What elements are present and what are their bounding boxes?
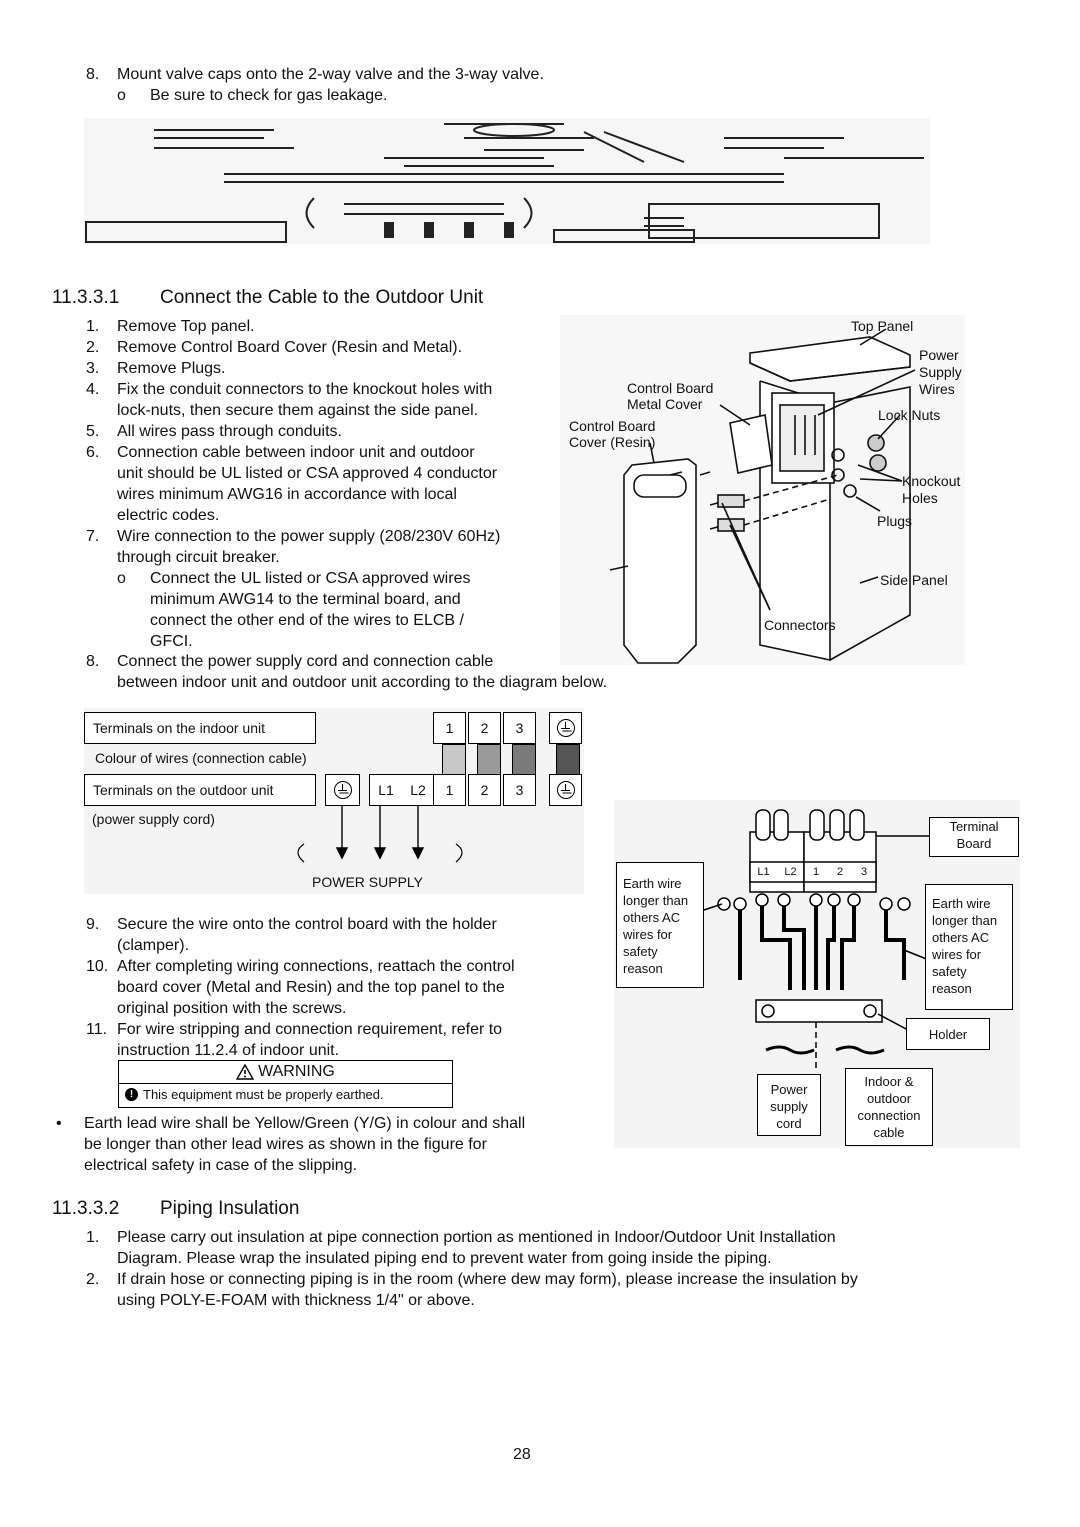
- page-number: 28: [513, 1446, 531, 1463]
- cable-line: outdoor: [866, 1091, 912, 1106]
- earth-left-line: safety: [623, 944, 658, 959]
- power-cord-label: (power supply cord): [92, 811, 215, 827]
- list-item-text: Wire connection to the power supply (208/230V 60Hz): [117, 528, 501, 545]
- indoor-earth-terminal: [549, 712, 582, 744]
- board-label-l1: L1: [757, 866, 770, 878]
- earth-right-line: others AC: [932, 930, 990, 945]
- earth-note-line: Earth lead wire shall be Yellow/Green (Y/G) in colour and shall: [84, 1115, 526, 1132]
- cable-line: connection: [857, 1108, 921, 1123]
- wire-colour-1: [442, 744, 466, 776]
- outdoor-terminal-2: 2: [468, 774, 501, 806]
- indoor-terminal-3: 3: [503, 712, 536, 744]
- cable-line: Indoor &: [864, 1074, 914, 1089]
- list-item-text: Connection cable between indoor unit and outdoor: [117, 444, 475, 461]
- list-item-number: 2.: [86, 1271, 100, 1288]
- list-item-text: between indoor unit and outdoor unit according to the diagram below.: [117, 674, 608, 691]
- board-label-3: 3: [860, 866, 868, 878]
- indoor-unit-back-illustration: [84, 118, 930, 244]
- earth-left-line: others AC: [623, 910, 681, 925]
- list-item-number: 8.: [86, 653, 100, 670]
- list-item-number: 2.: [86, 339, 100, 356]
- list-item-text: original position with the screws.: [117, 1000, 347, 1017]
- indoor-terminals-label: Terminals on the indoor unit: [84, 712, 316, 744]
- terminal-board-line-1: Terminal: [949, 819, 999, 834]
- list-item-number: 1.: [86, 318, 100, 335]
- wire-colour-3: [512, 744, 536, 776]
- board-label-1: 1: [812, 866, 820, 878]
- step-8-bullet: o: [117, 87, 126, 104]
- outdoor-terminals-label: Terminals on the outdoor unit: [84, 774, 316, 806]
- board-right-labels: [804, 862, 876, 882]
- warning-box: [118, 1060, 453, 1108]
- earth-icon: [557, 781, 575, 799]
- wire-colour-2: [477, 744, 501, 776]
- power-cord-line: cord: [776, 1116, 802, 1131]
- earth-note-line: be longer than other lead wires as shown in the figure for: [84, 1136, 487, 1153]
- warning-body: [125, 1087, 384, 1102]
- earth-note-line: electrical safety in case of the slipping.: [84, 1157, 358, 1174]
- warning-triangle-icon: [236, 1064, 254, 1080]
- label-knockout-holes-2: Holes: [902, 490, 938, 506]
- section-number-2: 11.3.3.2: [52, 1198, 120, 1219]
- list-item-text: Remove Control Board Cover (Resin and Metal).: [117, 339, 463, 356]
- step-8-text: Mount valve caps onto the 2-way valve and the 3-way valve.: [117, 66, 544, 83]
- label-power-supply-wires-2: Supply: [919, 364, 962, 380]
- label-power-supply-wires-3: Wires: [919, 381, 955, 397]
- earth-wire-note-left: [616, 862, 704, 988]
- list-item-number: 7.: [86, 528, 100, 545]
- board-label-2: 2: [836, 866, 844, 878]
- earth-wire-note-right: [925, 884, 1013, 1010]
- sub-item-text: Connect the UL listed or CSA approved wires: [150, 570, 471, 587]
- list-item-text: Connect the power supply cord and connection cable: [117, 653, 494, 670]
- earth-icon: [557, 719, 575, 737]
- indoor-terminal-1: 1: [433, 712, 466, 744]
- wire-colour-label: Colour of wires (connection cable): [95, 750, 307, 766]
- power-supply-label: POWER SUPPLY: [312, 874, 423, 890]
- earth-left-line: Earth wire: [623, 876, 682, 891]
- terminal-board-line-2: Board: [956, 836, 992, 851]
- list-item-text: Remove Plugs.: [117, 360, 226, 377]
- connection-cable-label: [845, 1068, 933, 1146]
- list-item-number: 1.: [86, 1229, 100, 1246]
- label-knockout-holes-1: Knockout: [902, 473, 961, 489]
- section-title-1: Connect the Cable to the Outdoor Unit: [160, 287, 484, 308]
- label-metal-cover-2: Metal Cover: [627, 396, 703, 412]
- outdoor-terminal-l1: L1: [378, 782, 394, 798]
- sub-bullet: o: [117, 570, 126, 587]
- label-resin-cover-1: Control Board: [569, 418, 656, 434]
- warning-text: This equipment must be properly earthed.: [143, 1087, 384, 1102]
- list-item-text: (clamper).: [117, 937, 190, 954]
- list-item-number: 5.: [86, 423, 100, 440]
- power-supply-cord-label: [757, 1074, 821, 1136]
- list-item-number: 10.: [86, 958, 109, 975]
- label-lock-nuts: Lock Nuts: [878, 407, 941, 423]
- list-item-text: Fix the conduit connectors to the knockout holes with: [117, 381, 493, 398]
- sub-item-text: minimum AWG14 to the terminal board, and: [150, 591, 461, 608]
- outdoor-earth-terminal: [549, 774, 582, 806]
- list-item-text: Diagram. Please wrap the insulated piping end to prevent water from going inside the piping.: [117, 1250, 772, 1267]
- label-side-panel: Side Panel: [880, 572, 948, 588]
- list-item-text: instruction 11.2.4 of indoor unit.: [117, 1042, 340, 1059]
- power-supply-arrows: [280, 806, 480, 866]
- list-item-number: 9.: [86, 916, 100, 933]
- terminal-board-label: [929, 817, 1019, 857]
- earth-right-line: longer than: [932, 913, 998, 928]
- step-8-sub: Be sure to check for gas leakage.: [150, 87, 388, 104]
- outdoor-earth-terminal-power: [325, 774, 360, 806]
- list-item-text: All wires pass through conduits.: [117, 423, 342, 440]
- earth-right-line: Earth wire: [932, 896, 991, 911]
- list-item-text: using POLY-E-FOAM with thickness 1/4" or above.: [117, 1292, 475, 1309]
- label-top-panel: Top Panel: [851, 318, 914, 334]
- section-number-1: 11.3.3.1: [52, 287, 120, 308]
- power-cord-line: supply: [770, 1099, 808, 1114]
- sub-item-text: connect the other end of the wires to ELCB /: [150, 612, 464, 629]
- list-item-text: Secure the wire onto the control board with the holder: [117, 916, 497, 933]
- mandatory-icon: !: [125, 1088, 138, 1101]
- list-item-text: For wire stripping and connection requirement, refer to: [117, 1021, 503, 1038]
- list-item-text: Remove Top panel.: [117, 318, 255, 335]
- earth-left-line: reason: [623, 961, 663, 976]
- list-item-text: unit should be UL listed or CSA approved 4 conductor: [117, 465, 498, 482]
- earth-left-line: longer than: [623, 893, 689, 908]
- label-plugs: Plugs: [877, 513, 913, 529]
- earth-note-bullet: •: [56, 1115, 62, 1132]
- earth-left-line: wires for: [623, 927, 673, 942]
- warning-title: WARNING: [258, 1063, 335, 1080]
- list-item-text: board cover (Metal and Resin) and the top panel to the: [117, 979, 505, 996]
- list-item-text: electric codes.: [117, 507, 220, 524]
- board-left-labels: [750, 862, 804, 882]
- list-item-number: 3.: [86, 360, 100, 377]
- outdoor-terminal-3: 3: [503, 774, 536, 806]
- list-item-text: If drain hose or connecting piping is in the room (where dew may form), please increase the insulation by: [117, 1271, 858, 1288]
- outdoor-terminal-l1-l2: [369, 774, 435, 806]
- holder-label: Holder: [906, 1018, 990, 1050]
- list-item-number: 4.: [86, 381, 100, 398]
- label-connectors: Connectors: [764, 617, 836, 633]
- outdoor-terminal-l2: L2: [410, 782, 426, 798]
- label-metal-cover-1: Control Board: [627, 380, 714, 396]
- earth-right-line: wires for: [932, 947, 982, 962]
- earth-right-line: reason: [932, 981, 972, 996]
- list-item-text: lock-nuts, then secure them against the side panel.: [117, 402, 479, 419]
- list-item-text: wires minimum AWG16 in accordance with local: [117, 486, 457, 503]
- list-item-number: 6.: [86, 444, 100, 461]
- list-item-text: Please carry out insulation at pipe connection portion as mentioned in Indoor/Outdoor Unit Installation: [117, 1229, 836, 1246]
- board-label-l2: L2: [784, 866, 797, 878]
- list-item-text: After completing wiring connections, reattach the control: [117, 958, 515, 975]
- step-8-number: 8.: [86, 66, 100, 83]
- list-item-text: through circuit breaker.: [117, 549, 280, 566]
- outdoor-terminal-1: 1: [433, 774, 466, 806]
- earth-icon: [334, 781, 352, 799]
- section-title-2: Piping Insulation: [160, 1198, 300, 1219]
- label-resin-cover-2: Cover (Resin): [569, 434, 656, 450]
- power-cord-line: Power: [770, 1082, 808, 1097]
- cable-line: cable: [873, 1125, 905, 1140]
- wire-colour-earth: [556, 744, 580, 776]
- indoor-terminal-2: 2: [468, 712, 501, 744]
- earth-right-line: safety: [932, 964, 967, 979]
- warning-header: [119, 1061, 452, 1084]
- outdoor-unit-diagram: [560, 315, 965, 665]
- list-item-number: 11.: [86, 1021, 108, 1038]
- sub-item-text: GFCI.: [150, 633, 193, 650]
- label-power-supply-wires-1: Power: [919, 347, 959, 363]
